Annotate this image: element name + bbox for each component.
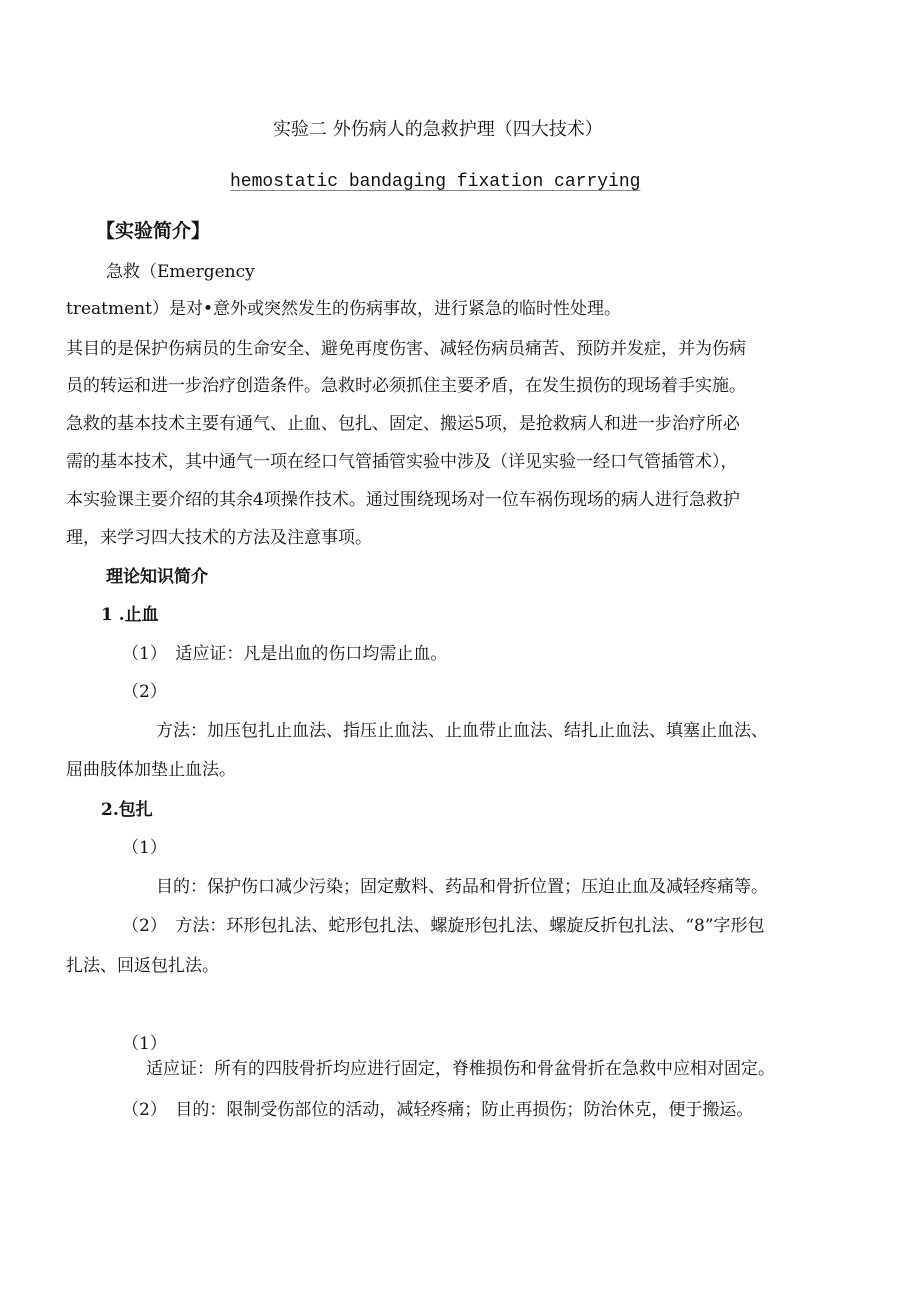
list-item-text: 屈曲肢体加垫止血法。 [66, 760, 236, 780]
paragraph-line: 急救（Emergency [106, 262, 255, 282]
paragraph-line: 理，来学习四大技术的方法及注意事项。 [66, 528, 372, 548]
subtitle: hemostatic bandaging fixation carrying [230, 172, 641, 192]
list-item-text: 扎法、回返包扎法。 [66, 956, 219, 976]
paragraph-line: 其目的是保护伤病员的生命安全、避免再度伤害、减轻伤病员痛苦、预防并发症，并为伤病 [66, 339, 746, 359]
section-1-heading: 1 .止血 [101, 605, 159, 625]
paragraph-line: 员的转运和进一步治疗创造条件。急救时必须抓住主要矛盾，在发生损伤的现场着手实施。 [66, 376, 746, 396]
list-item: （2） 目的：限制受伤部位的活动，减轻疼痛；防止再损伤；防治休克，便于搬运。 [122, 1100, 754, 1120]
list-item: （2） [122, 682, 167, 702]
paragraph-line: treatment）是对•意外或突然发生的伤病事故，进行紧急的临时性处理。 [66, 299, 621, 319]
list-item: （1） [122, 1034, 167, 1054]
section-heading: 【实验简介】 [96, 220, 211, 242]
list-item-text: 适应证：所有的四肢骨折均应进行固定，脊椎损伤和骨盆骨折在急救中应相对固定。 [146, 1059, 775, 1079]
page-title: 实验二 外伤病人的急救护理（四大技术） [273, 119, 603, 140]
paragraph-line: 需的基本技术，其中通气一项在经口气管插管实验中涉及（详见实验一经口气管插管术）， [66, 452, 738, 472]
theory-heading: 理论知识简介 [106, 567, 208, 587]
paragraph-line: 本实验课主要介绍的其余4项操作技术。通过围绕现场对一位车祸伤现场的病人进行急救护 [66, 490, 740, 510]
list-item: （2） 方法：环形包扎法、蛇形包扎法、螺旋形包扎法、螺旋反折包扎法、“8”字形包 [122, 916, 765, 936]
list-item: （1） 适应证：凡是出血的伤口均需止血。 [122, 644, 448, 664]
section-2-heading: 2.包扎 [101, 800, 153, 820]
list-item-text: 方法：加压包扎止血法、指压止血法、止血带止血法、结扎止血法、填塞止血法、 [156, 721, 768, 741]
list-item-text: 目的：保护伤口减少污染；固定敷料、药品和骨折位置；压迫止血及减轻疼痛等。 [156, 877, 768, 897]
list-item: （1） [122, 838, 167, 858]
paragraph-line: 急救的基本技术主要有通气、止血、包扎、固定、搬运5项，是抢救病人和进一步治疗所必 [66, 414, 740, 434]
